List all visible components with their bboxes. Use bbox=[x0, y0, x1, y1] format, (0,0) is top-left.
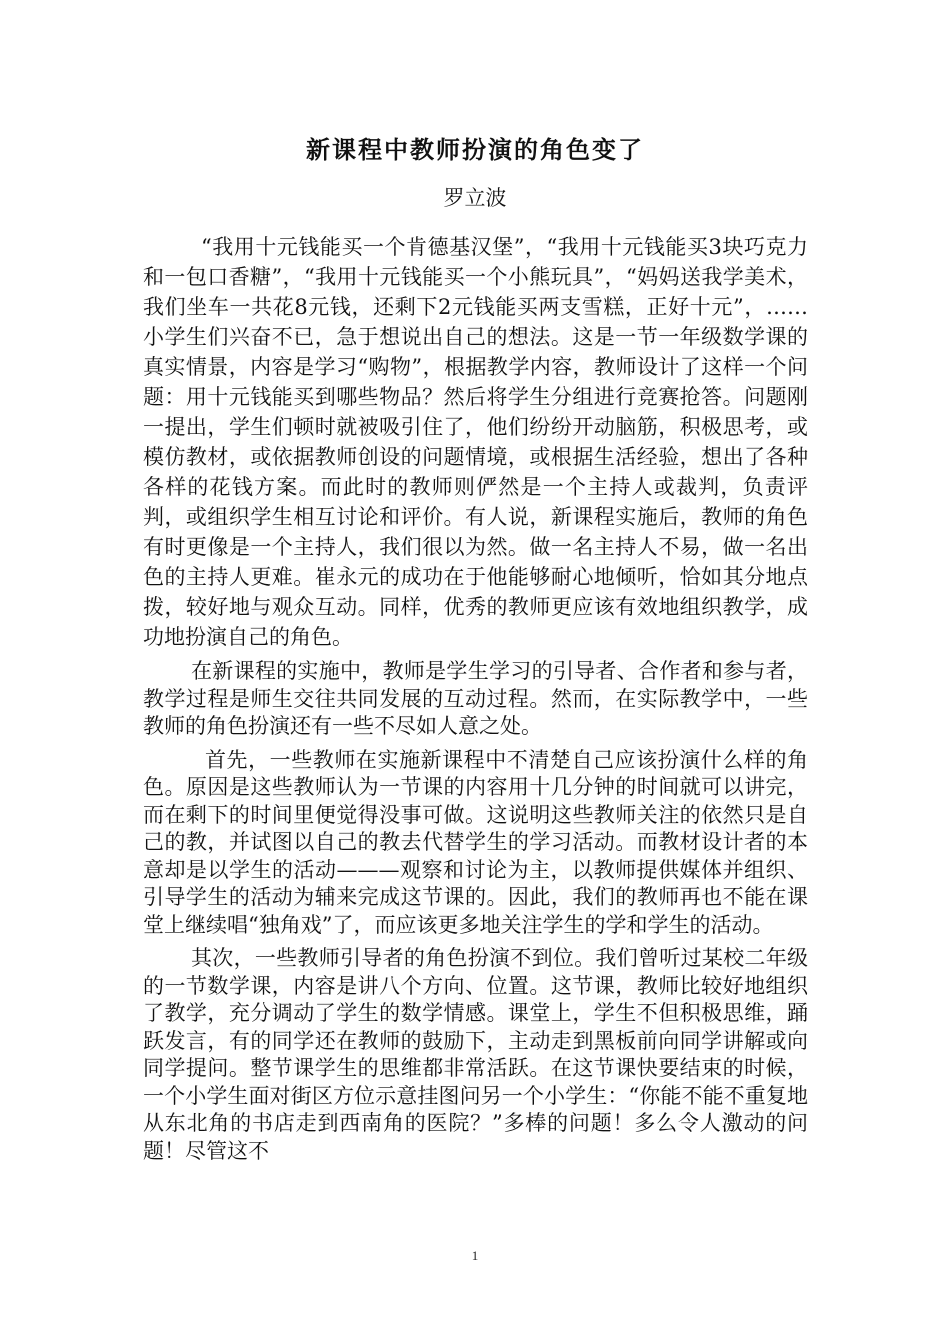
paragraph-3: 首先，一些教师在实施新课程中不清楚自己应该扮演什么样的角色。原因是这些教师认为一节课的内容用十几分钟的时间就可以讲完，而在剩下的时间里便觉得没事可做。这说明这些教师关注的依然只是自己的教，并试图以自己的教去代替学生的学习活动。而教材设计者的本意却是以学生的活动———观察和讨论为主，以教师提供媒体并组织、引导学生的活动为辅来完成这节课的。因此，我们的教师再也不能在课堂上继续唱“独角戏”了，而应该更多地关注学生的学和学生的活动。 bbox=[143, 747, 808, 937]
page-number: 1 bbox=[471, 1248, 479, 1263]
paragraph-1: “我用十元钱能买一个肯德基汉堡”，“我用十元钱能买3块巧克力和一包口香糖”，“我用十元钱能买一个小熊玩具”，“妈妈送我学美术，我们坐车一共花8元钱，还剩下2元钱能买两支雪糕，正好十元”，……小学生们兴奋不已，急于想说出自己的想法。这是一节一年级数学课的真实情景，内容是学习“购物”，根据教学内容，教师设计了这样一个问题：用十元钱能买到哪些物品？然后将学生分组进行竞赛抢答。问题刚一提出，学生们顿时就被吸引住了，他们纷纷开动脑筋，积极思考，或模仿教材，或依据教师创设的问题情境，或根据生活经验，想出了各种各样的花钱方案。而此时的教师则俨然是一个主持人或裁判，负责评判，或组织学生相互讨论和评价。有人说，新课程实施后，教师的角色有时更像是一个主持人，我们很以为然。做一名主持人不易，做一名出色的主持人更难。崔永元的成功在于他能够耐心地倾听，恰如其分地点拨，较好地与观众互动。同样，优秀的教师更应该有效地组织教学，成功地扮演自己的角色。 bbox=[143, 235, 808, 649]
paragraph-2: 在新课程的实施中，教师是学生学习的引导者、合作者和参与者，教学过程是师生交往共同发展的互动过程。然而，在实际教学中，一些教师的角色扮演还有一些不尽如人意之处。 bbox=[143, 659, 808, 738]
document-body bbox=[143, 232, 808, 1165]
document-title: 新课程中教师扮演的角色变了 bbox=[306, 135, 644, 164]
document-author: 罗立波 bbox=[443, 186, 507, 210]
paragraph-4: 其次，一些教师引导者的角色扮演不到位。我们曾听过某校二年级的一节数学课，内容是讲八个方向、位置。这节课，教师比较好地组织了教学，充分调动了学生的数学情感。课堂上，学生不但积极思维，踊跃发言，有的同学还在教师的鼓励下，主动走到黑板前向同学讲解或向同学提问。整节课学生的思维都非常活跃。在这节课快要结束的时候，一个小学生面对街区方位示意挂图问另一个小学生：“你能不能不重复地从东北角的书店走到西南角的医院？”多棒的问题！多么令人激动的问题！尽管这不 bbox=[143, 946, 808, 1163]
